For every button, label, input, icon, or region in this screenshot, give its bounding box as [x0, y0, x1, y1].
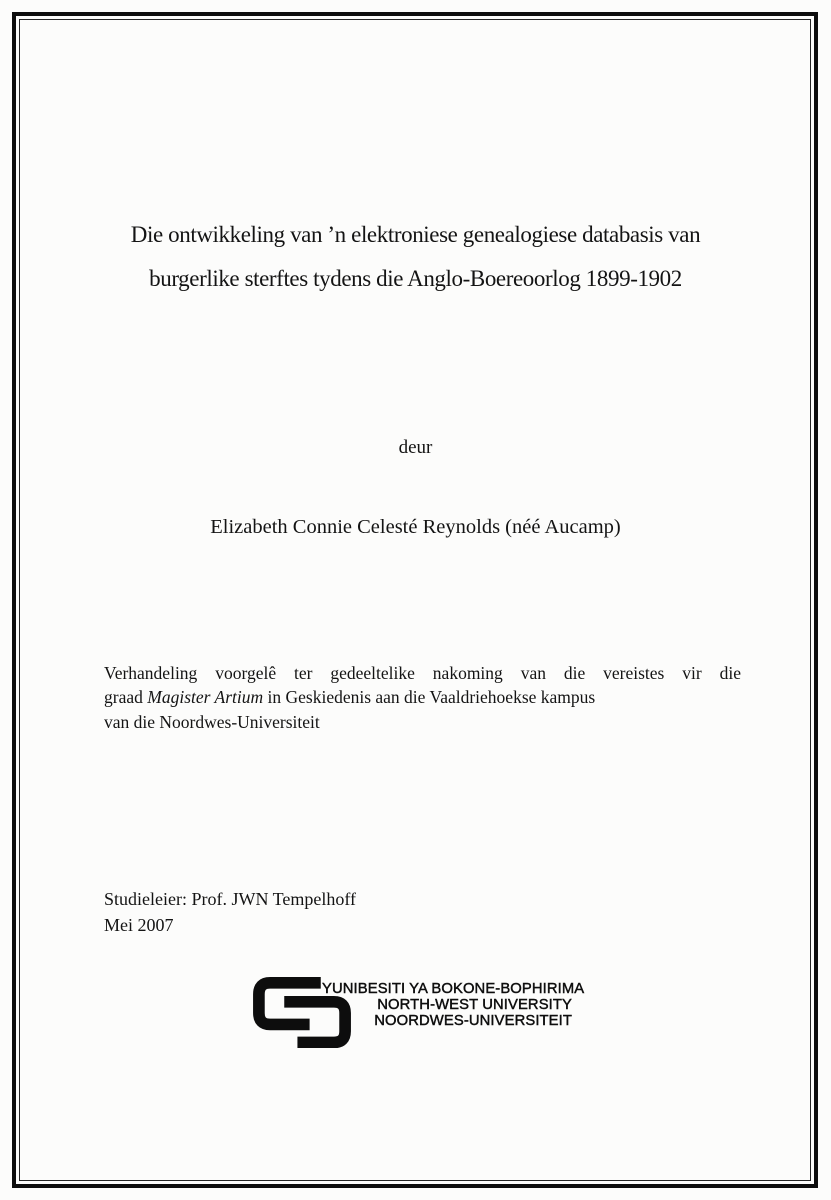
- degree-statement-line-1: Verhandeling voorgelê ter gedeeltelike nakoming van die vereistes vir die: [104, 663, 741, 683]
- logo-text-line-2: NORTH-WEST UNIVERSITY: [377, 996, 572, 1013]
- degree-statement-line-2: [104, 685, 741, 709]
- supervisor-block: [104, 887, 356, 938]
- thesis-title-line-1: Die ontwikkeling van ’n elektroniese genealogiese databasis van: [130, 222, 701, 247]
- nwu-logo: [252, 977, 585, 1049]
- degree-statement-line-2-pre: graad: [104, 687, 143, 708]
- logo-text-line-1: YUNIBESITI YA BOKONE-BOPHIRIMA: [322, 981, 585, 997]
- logo-text-line-3: NOORDWES-UNIVERSITEIT: [374, 1012, 572, 1029]
- thesis-title-line-2: burgerlike sterftes tydens die Anglo-Boereoorlog 1899-1902: [149, 266, 682, 291]
- nwu-logo-text: [322, 981, 585, 1029]
- date-line: Mei 2007: [104, 914, 174, 935]
- supervisor-line: Studieleier: Prof. JWN Tempelhoff: [104, 889, 357, 909]
- degree-statement-line-2-post: in Geskiedenis aan die Vaaldriehoekse kampus: [267, 687, 596, 708]
- author-name: Elizabeth Connie Celesté Reynolds (néé Aucamp): [210, 516, 621, 538]
- thesis-title: [70, 213, 761, 301]
- degree-statement: [104, 661, 741, 734]
- degree-name: Magister Artium: [147, 687, 264, 708]
- byline: deur: [398, 437, 433, 458]
- degree-statement-line-3: van die Noordwes-Universiteit: [104, 711, 320, 732]
